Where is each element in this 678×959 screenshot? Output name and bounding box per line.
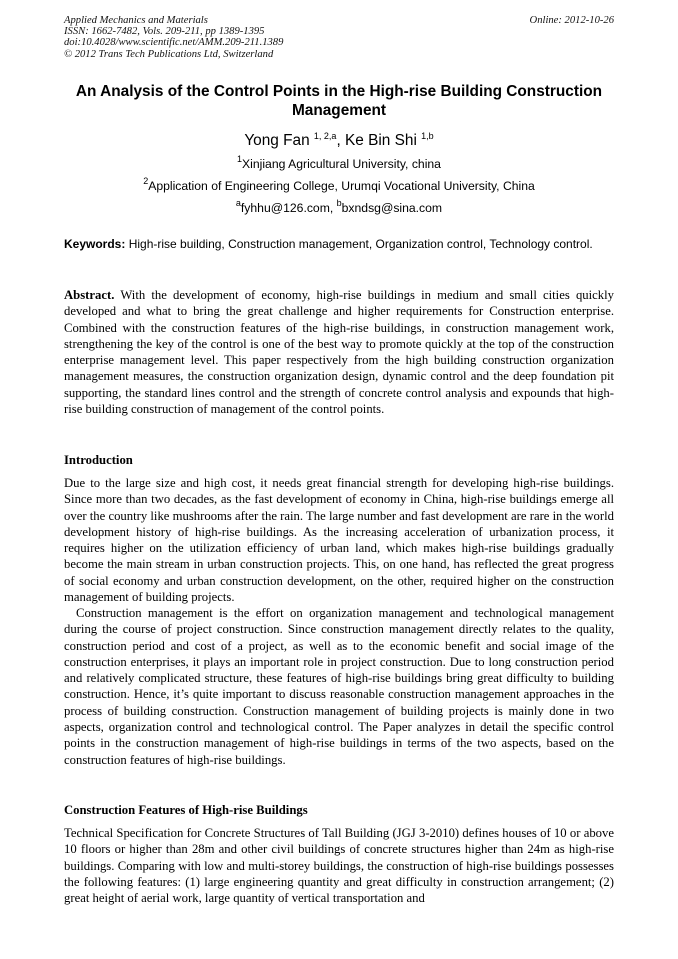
online-date: Online: 2012-10-26 [529,15,614,26]
abstract [64,287,614,417]
issn-line: ISSN: 1662-7482, Vols. 209-211, pp 1389-1395 [64,26,265,38]
affiliation-1-sup: 1 [237,154,243,164]
email-2: bxndsg@sina.com [341,201,443,215]
introduction-paragraph-2: Construction management is the effort on organization management and technological management during the course of project construction. Since construction management directly relates to the quality, construction period and cost of a project, as well as to the economic benefit and social image of the construction enterprises, it plays an important role in project construction. Due to long construction period and relatively complicated structure, these features of high-rise buildings bring great difficulty to building construction. Hence, it’s quite important to discuss reasonable construction management approaches in the process of building construction. Construction management of building projects is mainly done in two aspects, organization control and technological control. The Paper analyzes in detail the specific control points in the construction management of high-rise buildings in terms of the two aspects, based on the construction features of high-rise buildings. [64,606,614,767]
features-heading: Construction Features of High-rise Buildings [64,803,308,817]
author-2-sup: 1,b [421,131,434,141]
affiliation-2-sup: 2 [143,176,149,186]
paper-title: An Analysis of the Control Points in the High-rise Building Construction Management [75,83,603,119]
affiliation-1-text: Xinjiang Agricultural University, china [242,157,441,171]
journal-name: Applied Mechanics and Materials [64,15,208,26]
author-line [0,131,678,151]
copyright-line: © 2012 Trans Tech Publications Ltd, Switzerland [64,48,274,60]
doi-line: doi:10.4028/www.scientific.net/AMM.209-211.1389 [64,37,284,49]
author-1-sup: 1, 2,a [313,131,337,141]
abstract-text: With the development of economy, high-rise buildings in medium and small cities quickly developed and what to bring the great challenge and higher requirements for Construction enterprise. Combined with the construction features of the high-rise buildings, in construction management work, strengthening the key of the control is one of the best way to promote quickly at the top of the construction enterprise management level. This paper respectively from the high building construction organization management measures, the construction organization design, dynamic control and the deep foundation pit supporting, the standard lines control and the strength of concrete control analysis and expounds that high-rise building construction of management of the control points. [64,288,614,417]
keywords-label: Keywords: [64,237,126,251]
features-paragraph: Technical Specification for Concrete Structures of Tall Building (JGJ 3-2010) defines houses of 10 or above 10 floors or higher than 28m and other civil buildings of concrete structures higher than 24m as high-rise buildings. Comparing with low and multi-storey buildings, the construction of high-rise buildings possesses the following features: (1) large engineering quantity and great difficulty in construction arrangement; (2) great height of aerial work, large quantity of vertical transportation and [64,826,614,906]
introduction-heading: Introduction [64,453,133,467]
author-separator: , [336,132,346,149]
email-line [0,200,678,216]
keywords [64,236,614,252]
affiliation-2 [0,178,678,194]
email-1: fyhhu@126.com, [240,201,337,215]
journal-meta [64,15,283,60]
email-2-sup: b [336,198,342,208]
affiliation-2-text: Application of Engineering College, Urumqi Vocational University, China [148,179,535,193]
abstract-label: Abstract. [64,288,115,302]
author-1-name: Yong Fan [244,132,310,149]
introduction-paragraph-1: Due to the large size and high cost, it needs great financial strength for developing high-rise buildings. Since more than two decades, as the fast development of economy in China, high-rise buildings emerge all over the country like mushrooms after the rain. The large number and fast development are rare in the world development history of high-rise buildings. As the increasing acceleration of urbanization process, it requires higher on the utilization efficiency of urban land, which makes high-rise buildings gradually become the main stream in urban construction projects. This, on one hand, has reflected the great progress of social economy and urban construction development, on the other, required higher on the construction management of building projects. [64,476,614,605]
author-2-name: Ke Bin Shi [345,132,417,149]
affiliation-1 [0,156,678,172]
email-1-sup: a [235,198,241,208]
keywords-text: High-rise building, Construction management, Organization control, Technology control. [128,237,593,251]
